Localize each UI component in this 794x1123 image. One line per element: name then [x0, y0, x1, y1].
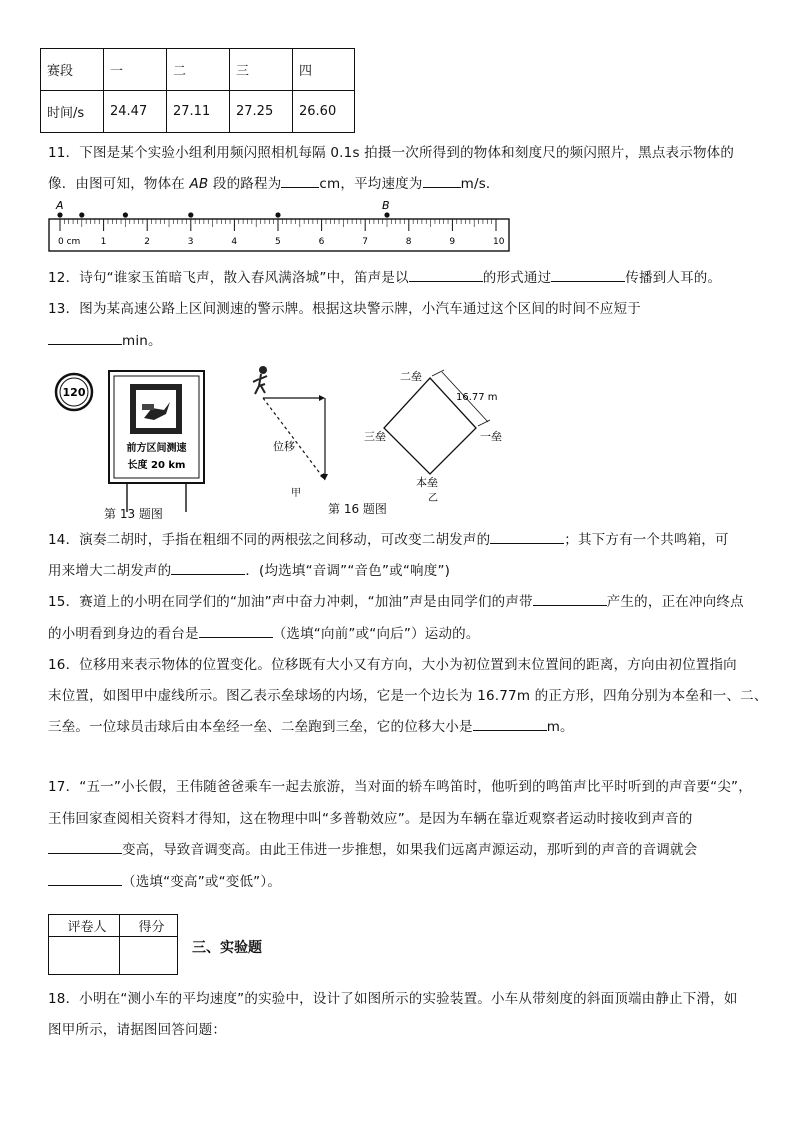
answer-blank[interactable] [490, 530, 564, 545]
figure-yi: 乙 [428, 493, 438, 504]
table-cell: 时间/s [41, 91, 104, 133]
label-b: B [382, 199, 390, 212]
ruler-tick-label: 4 [231, 237, 238, 247]
ruler-tick-label: 3 [187, 237, 194, 247]
figure-13-caption: 第 13 题图 [104, 507, 163, 521]
ruler-tick-label: 2 [144, 237, 150, 247]
flash-dot [123, 212, 128, 217]
table-cell: 二 [167, 49, 230, 91]
base-1-label: 一垒 [480, 430, 502, 443]
q16-line1: 16．位移用来表示物体的位置变化。位移既有大小又有方向，大小为初位置到末位置间的距离，方向由初位置指向 [48, 657, 737, 673]
flash-dot [188, 212, 193, 217]
table-cell: 一 [104, 49, 167, 91]
flash-dot [79, 212, 84, 217]
sign-line2: 长度 20 km [127, 460, 186, 471]
displacement-label: 位移 [273, 440, 295, 453]
q14-line2: 用来增大二胡发声的 ．(均选填“音调”“音色”或“响度”) [48, 559, 450, 579]
table-cell: 四 [293, 49, 355, 91]
table-cell: 24.47 [104, 91, 167, 133]
race-time-table [40, 48, 355, 133]
ruler-tick-label: 9 [449, 237, 456, 247]
table-cell: 赛段 [41, 49, 104, 91]
base-3-label: 三垒 [364, 430, 386, 443]
flash-dot [275, 212, 280, 217]
flash-dot [57, 212, 62, 217]
speed-sign-figure [52, 364, 212, 514]
q15-line2: 的小明看到身边的看台是 （选填“向前”或“向后”）运动的。 [48, 622, 480, 642]
q15-line1: 15．赛道上的小明在同学们的“加油”声中奋力冲刺，“加油”声是由同学们的声带 产生的，正在冲向终点 [48, 590, 744, 610]
figure-jia: 甲 [291, 488, 301, 499]
flash-dot [384, 212, 389, 217]
answer-blank[interactable] [48, 872, 122, 887]
ruler-tick-label: 6 [318, 237, 325, 247]
ruler-figure [44, 197, 514, 257]
ruler-labels [58, 237, 505, 247]
q16-line2: 末位置，如图甲中虚线所示。图乙表示垒球场的内场，它是一个边长为 16.77m 的正方形，四角分别为本垒和一、二、 [48, 688, 768, 704]
answer-blank[interactable] [171, 561, 245, 576]
score-cell[interactable] [120, 937, 178, 975]
q17-line3: 变高，导致音调变高。由此王伟进一步推想，如果我们远离声源运动，那听到的声音的音调就会 [48, 838, 697, 858]
ruler-tick-label: 1 [100, 237, 107, 247]
answer-blank[interactable] [48, 840, 122, 855]
q13-line2: min。 [48, 329, 162, 349]
answer-blank[interactable] [423, 174, 461, 189]
q17-line2: 王伟回家查阅相关资料才得知，这在物理中叫“多普勒效应”。是因为车辆在靠近观察者运动时接收到声音的 [48, 811, 693, 827]
q18-line2: 图甲所示，请据图回答问题： [48, 1022, 227, 1038]
displacement-figure [245, 362, 345, 502]
answer-blank[interactable] [473, 717, 547, 732]
answer-blank[interactable] [199, 624, 273, 639]
table-cell: 27.11 [167, 91, 230, 133]
q14-line1: 14．演奏二胡时，手指在粗细不同的两根弦之间移动，可改变二胡发声的 ；其下方有一个共鸣箱，可 [48, 528, 729, 548]
q13-line1: 13．图为某高速公路上区间测速的警示牌。根据这块警示牌，小汽车通过这个区间的时间不应短于 [48, 301, 641, 317]
runner-icon [259, 366, 267, 374]
answer-blank[interactable] [409, 268, 483, 283]
table-cell: 三 [230, 49, 293, 91]
home-base-label: 本垒 [416, 476, 438, 489]
speed-limit-value: 120 [62, 386, 86, 399]
table-cell: 26.60 [293, 91, 355, 133]
answer-blank[interactable] [48, 331, 122, 346]
q16-line3: 三垒。一位球员击球后由本垒经一垒、二垒跑到三垒，它的位移大小是 m。 [48, 715, 574, 735]
baseball-diamond-figure [360, 364, 520, 504]
score-table [48, 914, 178, 975]
side-length-label: 16.77 m [456, 392, 498, 403]
ruler-ticks [60, 219, 496, 231]
base-2-label: 二垒 [400, 370, 422, 383]
sign-line1: 前方区间测速 [126, 443, 187, 454]
ruler-tick-label: 7 [362, 237, 368, 247]
answer-blank[interactable] [281, 174, 319, 189]
ruler-tick-label: 10 [493, 237, 505, 247]
figure-16-caption: 第 16 题图 [328, 502, 387, 516]
ruler-tick-label: 5 [275, 237, 281, 247]
ruler-tick-label: 0 cm [58, 237, 81, 247]
grader-cell[interactable] [49, 937, 120, 975]
q12-line: 12．诗句“谁家玉笛暗飞声，散入春风满洛城”中，笛声是以 的形式通过 传播到人耳的。 [48, 266, 721, 286]
table-cell: 27.25 [230, 91, 293, 133]
q11-line1: 11．下图是某个实验小组利用频闪照相机每隔 0.1s 拍摄一次所得到的物体和刻度尺的频闪照片，黑点表示物体的 [48, 145, 735, 161]
score-header: 得分 [120, 915, 178, 937]
q17-line1: 17．“五一”小长假，王伟随爸爸乘车一起去旅游，当对面的轿车鸣笛时，他听到的鸣笛声比平时听到的声音要“尖”， [48, 779, 752, 795]
label-a: A [56, 199, 64, 212]
grader-header: 评卷人 [49, 915, 120, 937]
answer-blank[interactable] [533, 592, 607, 607]
q17-line4: （选填“变高”或“变低”）。 [48, 870, 281, 890]
answer-blank[interactable] [551, 268, 625, 283]
q18-line1: 18．小明在“测小车的平均速度”的实验中，设计了如图所示的实验装置。小车从带刻度的斜面顶端由静止下滑，如 [48, 991, 738, 1007]
ruler-tick-label: 8 [405, 237, 412, 247]
section-title: 三、实验题 [192, 940, 262, 956]
q11-line2: 像．由图可知，物体在 AB 段的路程为 cm，平均速度为 m/s． [48, 172, 500, 192]
ruler-dots [57, 212, 389, 217]
